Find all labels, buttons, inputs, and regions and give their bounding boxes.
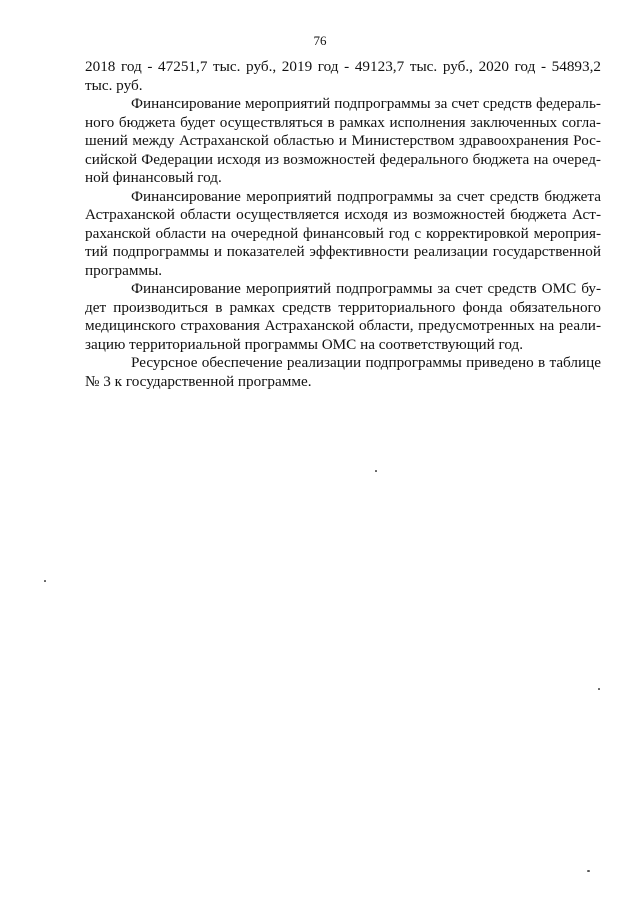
paragraph-1 [85,58,601,95]
text-line: ной финансовый год. [85,169,222,186]
paragraph-5 [85,354,601,391]
text-line: Финансирование мероприятий подпрограммы за счет средств ОМС бу- [131,280,601,297]
scan-speck [587,870,590,872]
paragraph-3 [85,188,601,281]
text-line: Финансирование мероприятий подпрограммы за счет средств бюджета [131,187,601,205]
text-line: Астраханской области осуществляется исходя из возможностей бюджета Аст- [85,206,601,223]
scan-speck [44,580,46,582]
text-line: программы. [85,261,163,279]
text-line: 2018 год - 47251,7 тыс. руб., 2019 год - 49123,7 тыс. руб., 2020 год - 54893,2 [85,58,601,75]
text-line: медицинского страхования Астраханской области, предусмотренных на реали- [85,317,601,334]
text-line: сийской Федерации исходя из возможностей федерального бюджета на очеред- [85,150,601,168]
text-line: тий подпрограммы и показателей эффективности реализации государственной [85,243,601,260]
text-line: зацию территориальной программы ОМС на соответствующий год. [85,335,524,353]
scan-speck [598,688,600,690]
text-line: дет производиться в рамках средств территориального фонда обязательного [85,298,601,316]
text-line: тыс. руб. [85,76,143,94]
paragraph-4 [85,280,601,354]
document-body [85,58,601,391]
text-line: № 3 к государственной программе. [85,372,312,390]
text-line: Ресурсное обеспечение реализации подпрограммы приведено в таблице [131,354,601,371]
text-line: шений между Астраханской областью и Министерством здравоохранения Рос- [85,132,601,149]
page-number: 76 [313,33,327,48]
text-line: Финансирование мероприятий подпрограммы за счет средств федераль- [131,95,601,112]
paragraph-2 [85,95,601,188]
scan-speck [375,470,377,472]
text-line: ного бюджета будет осуществляться в рамках исполнения заключенных согла- [85,113,601,131]
text-line: раханской области на очередной финансовый год с корректировкой мероприя- [85,224,601,242]
